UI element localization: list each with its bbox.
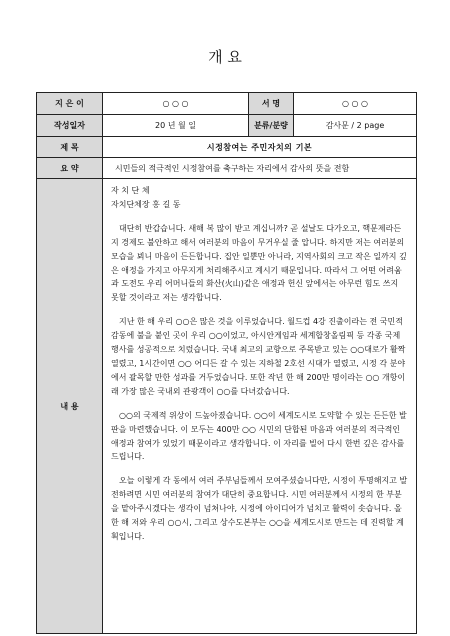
subject-label: 제 목: [37, 137, 103, 158]
subject-value: 시정참여는 주민자치의 기본: [103, 137, 417, 158]
paragraph-4: 오늘 이렇게 각 동에서 여러 주부님들께서 모여주셨습니다만, 시정이 투명해지고 발전하려면 시민 여러분의 참여가 대단히 중요합니다. 시민 여러분께서 시정의 한 부분을 맡아주시겠다는 생각이 넘쳐나야, 시정에 아이디어가 넘치고 활력이 솟습니다. 올 한 해 저와 우리 ○○시, 그리고 상수도본부는 ○○을 세계도시로 만드는 데 진력할 계획입니다.: [111, 476, 408, 541]
date-label: 작성일자: [37, 115, 103, 137]
paragraph-3: ○○의 국제적 위상이 드높아졌습니다. ○○이 세계도시로 도약할 수 있는 든든한 발판을 마련했습니다. 이 모두는 400만 ○○ 시민의 단합된 마음과 여러분의 적극적인 애정과 참여가 있었기 때문이라고 생각합니다. 이 자리를 빌어 다시 한번 깊은 감사를 드립니다.: [111, 410, 407, 462]
date-value: 20 년 월 일: [103, 115, 249, 137]
paragraph-1: 대단히 반갑습니다. 새해 복 많이 받고 계십니까? 곧 설날도 다가오고, 핵문제라든지 경제도 불안하고 해서 여러분의 마음이 무거우실 줄 압니다. 하지만 저는 여러분의 모습을 뵈니 마음이 든든합니다. 집안 일뿐만 아니라, 지역사회의 크고 작은 일까지 깊은 애정을 가지고 아무지게 처리해주시고 계시기 때문입니다. 따라서 그 어떤 어려움과 도전도 우리 어머니들의 화산(火山)같은 애정과 헌신 앞에서는 아무런 힘도 쓰지 못할 것이라고 저는 생각합니다.: [111, 223, 407, 303]
page-title: 개 요: [208, 48, 242, 66]
category-value: 감사문 / 2 page: [294, 115, 417, 137]
speaker-value: ○ ○ ○: [294, 93, 417, 115]
author-value: ○ ○ ○: [103, 93, 249, 115]
category-label: 분류/분량: [249, 115, 294, 137]
document-form: [36, 92, 417, 634]
org-line: 자 치 단 체: [111, 186, 150, 195]
speaker-label: 서 명: [249, 93, 294, 115]
paragraph-2: 지난 한 해 우리 ○○은 많은 것을 이루었습니다. 월드컵 4강 진출이라는 전 국민적 감동에 불을 붙인 곳이 우리 ○○이었고, 아시안게임과 세계합창올림픽 등 각종 국제 행사를 성공적으로 치렀습니다. 국내 최고의 교향으로 주목받고 있는 ○○대로가 활짝 열렸고, 1시간이면 ○○ 어디든 갈 수 있는 지하철 2호선 시대가 열렸고, 시정 각 분야에서 괄목할 만한 성과를 거두었습니다. 또한 작년 한 해 200만 명이라는 ○○ 개항이래 가장 많은 국내외 관광객이 ○○를 다녀갔습니다.: [111, 317, 406, 396]
content-body: [103, 179, 417, 634]
summary-value: 시민들의 적극적인 시정참여를 축구하는 자리에서 감사의 뜻을 전함: [103, 158, 417, 179]
author-label: 지 은 이: [37, 93, 103, 115]
content-label: 내 용: [37, 179, 103, 634]
summary-label: 요 약: [37, 158, 103, 179]
signer-line: 자치단체장 홍 길 동: [111, 199, 181, 209]
